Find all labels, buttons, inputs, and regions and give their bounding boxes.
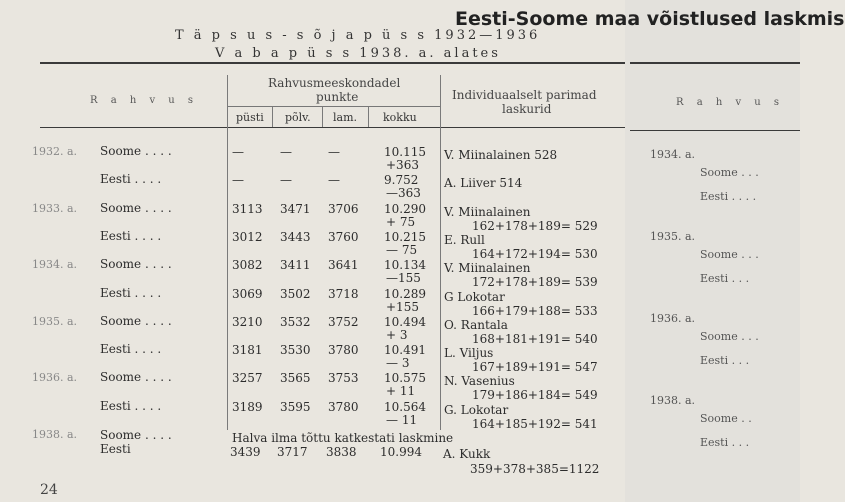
row-country: Eesti . . . . [100, 399, 162, 413]
row-pusti: 3181 [232, 343, 263, 357]
row-difference: — 3 [386, 356, 410, 370]
right-panel-c1: Soome . . . [700, 166, 759, 179]
row-polv: 3530 [280, 343, 311, 357]
header-bottom-rule [40, 127, 625, 128]
row-best-shooter: E. Rull [444, 233, 485, 247]
row-best-shooter: L. Viljus [444, 346, 494, 360]
row-polv: 3411 [280, 258, 311, 272]
row-kokku: 10.215 [384, 230, 426, 244]
polv-1938: 3717 [277, 445, 308, 459]
right-panel-c2: Eesti . . . [700, 272, 750, 285]
row-lam: 3641 [328, 258, 359, 272]
year-1938: 1938. a. [32, 428, 78, 441]
row-country: Soome . . . . [100, 314, 172, 328]
row-difference: + 75 [386, 215, 416, 229]
row-lam: 3706 [328, 202, 359, 216]
country-soome-1938: Soome . . . . [100, 428, 172, 442]
row-kokku: 10.134 [384, 258, 426, 272]
row-lam: 3780 [328, 400, 359, 414]
right-panel-year: 1938. a. [650, 394, 696, 407]
row-shooter-detail: 168+181+191= 540 [472, 332, 598, 346]
header-shooters: laskurid [502, 102, 552, 116]
row-lam: 3760 [328, 230, 359, 244]
row-year: 1933. a. [32, 202, 78, 215]
row-shooter-detail: 172+178+189= 539 [472, 275, 598, 289]
row-best-shooter: A. Liiver 514 [444, 176, 523, 190]
row-shooter-detail: 162+178+189= 529 [472, 219, 598, 233]
row-pusti: 3257 [232, 371, 263, 385]
row-difference: + 3 [386, 328, 408, 342]
header-lam: lam. [333, 111, 358, 124]
row-polv: 3532 [280, 315, 311, 329]
row-polv: 3595 [280, 400, 311, 414]
note-1938: Halva ilma tõttu katkestati laskmine [232, 431, 454, 445]
row-pusti: — [232, 145, 244, 159]
right-panel-c2: Eesti . . . [700, 436, 750, 449]
col-sep-2 [440, 75, 441, 430]
country-eesti-1938: Eesti [100, 442, 131, 456]
row-best-shooter: V. Miinalainen [444, 205, 531, 219]
row-lam: 3753 [328, 371, 359, 385]
row-polv: 3443 [280, 230, 311, 244]
row-best-shooter: G Lokotar [444, 290, 505, 304]
top-rule [40, 62, 625, 64]
row-polv: — [280, 173, 292, 187]
row-country: Eesti . . . . [100, 172, 162, 186]
row-best-shooter: V. Miinalainen 528 [444, 148, 558, 162]
right-panel-c1: Soome . . . [700, 248, 759, 261]
row-shooter-detail: 179+186+184= 549 [472, 388, 598, 402]
shooter-1938: A. Kukk [443, 447, 491, 461]
row-country: Soome . . . . [100, 370, 172, 384]
row-difference: —155 [386, 271, 421, 285]
page-number: 24 [40, 482, 58, 498]
page-title: Eesti-Soome maa võistlused laskmis [455, 8, 845, 30]
row-lam: — [328, 145, 340, 159]
right-panel-c2: Eesti . . . [700, 354, 750, 367]
row-difference: +155 [386, 300, 419, 314]
right-panel-c1: Soome . . [700, 412, 752, 425]
row-polv: 3565 [280, 371, 311, 385]
row-difference: + 11 [386, 384, 416, 398]
row-kokku: 10.289 [384, 287, 426, 301]
row-year: 1935. a. [32, 315, 78, 328]
row-pusti: 3113 [232, 202, 263, 216]
row-pusti: 3012 [232, 230, 263, 244]
header-inner-rule [228, 106, 440, 107]
row-country: Eesti . . . . [100, 286, 162, 300]
row-pusti: 3210 [232, 315, 263, 329]
row-year: 1932. a. [32, 145, 78, 158]
row-pusti: 3189 [232, 400, 263, 414]
row-shooter-detail: 164+185+192= 541 [472, 417, 598, 431]
col-sep-3 [272, 107, 273, 127]
subtitle-precision-rifle: T ä p s u s - s õ j a p ü s s 1932—1936 [175, 28, 541, 43]
row-shooter-detail: 166+179+188= 533 [472, 304, 598, 318]
row-pusti: 3082 [232, 258, 263, 272]
top-rule-right [630, 62, 800, 64]
row-polv: 3502 [280, 287, 311, 301]
row-best-shooter: V. Miinalainen [444, 261, 531, 275]
kokku-1938: 10.994 [380, 445, 422, 459]
row-polv: — [280, 145, 292, 159]
row-kokku: 10.494 [384, 315, 426, 329]
row-difference: — 75 [386, 243, 418, 257]
row-country: Eesti . . . . [100, 229, 162, 243]
row-best-shooter: G. Lokotar [444, 403, 509, 417]
row-country: Soome . . . . [100, 201, 172, 215]
row-pusti: — [232, 173, 244, 187]
row-kokku: 10.575 [384, 371, 426, 385]
right-panel-year: 1935. a. [650, 230, 696, 243]
row-kokku: 10.115 [384, 145, 426, 159]
right-panel-c2: Eesti . . . . [700, 190, 757, 203]
row-difference: +363 [386, 158, 419, 172]
header-polv: põlv. [285, 111, 311, 124]
row-best-shooter: N. Vasenius [444, 374, 515, 388]
row-country: Soome . . . . [100, 144, 172, 158]
row-country: Soome . . . . [100, 257, 172, 271]
header-team-points: Rahvusmeeskondadel [268, 76, 401, 90]
right-panel-c1: Soome . . . [700, 330, 759, 343]
header-kokku: kokku [383, 111, 417, 124]
row-lam: 3752 [328, 315, 359, 329]
detail-1938: 359+378+385=1122 [470, 462, 600, 476]
col-sep-5 [368, 107, 369, 127]
row-lam: 3718 [328, 287, 359, 301]
header-best-shooters: Individuaalselt parimad [452, 88, 597, 102]
col-sep-1 [227, 75, 228, 430]
row-year: 1934. a. [32, 258, 78, 271]
header-points: punkte [316, 90, 359, 104]
row-lam: — [328, 173, 340, 187]
row-best-shooter: O. Rantala [444, 318, 508, 332]
row-year: 1936. a. [32, 371, 78, 384]
row-kokku: 10.290 [384, 202, 426, 216]
row-difference: —363 [386, 186, 421, 200]
right-header-rahvus: R a h v u s [676, 97, 785, 108]
row-pusti: 3069 [232, 287, 263, 301]
header-bottom-rule-right [630, 130, 800, 131]
row-shooter-detail: 167+189+191= 547 [472, 360, 598, 374]
subtitle-free-rifle: V a b a p ü s s 1938. a. alates [215, 46, 501, 61]
right-panel-year: 1934. a. [650, 148, 696, 161]
row-kokku: 10.564 [384, 400, 426, 414]
row-lam: 3780 [328, 343, 359, 357]
lam-1938: 3838 [326, 445, 357, 459]
row-shooter-detail: 164+172+194= 530 [472, 247, 598, 261]
row-country: Eesti . . . . [100, 342, 162, 356]
row-kokku: 9.752 [384, 173, 419, 187]
right-panel-year: 1936. a. [650, 312, 696, 325]
row-difference: — 11 [386, 413, 418, 427]
pusti-1938: 3439 [230, 445, 261, 459]
header-pusti: püsti [236, 111, 264, 124]
header-rahvus: R a h v u s [90, 95, 199, 106]
row-kokku: 10.491 [384, 343, 426, 357]
row-polv: 3471 [280, 202, 311, 216]
col-sep-4 [322, 107, 323, 127]
